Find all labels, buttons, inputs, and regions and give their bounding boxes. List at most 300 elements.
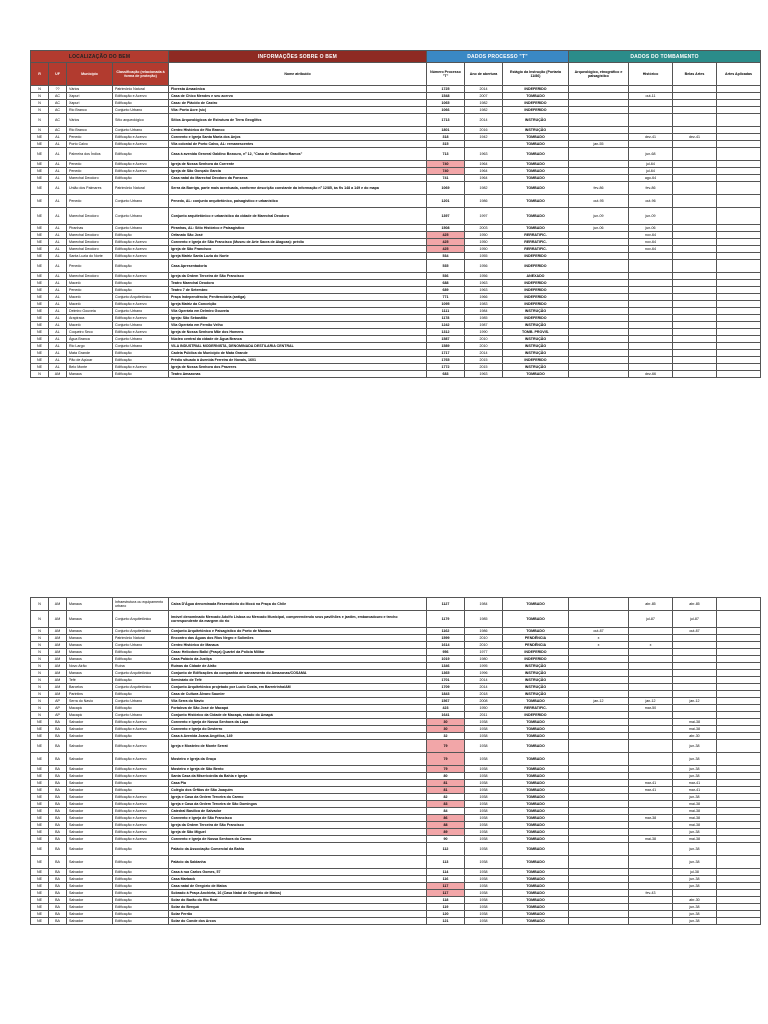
table-row [31,753,761,766]
table-cell: nov-64 [629,246,673,253]
table-cell: jun-06 [629,225,673,232]
column-header: UF [49,63,67,86]
table-cell [569,883,629,890]
table-cell [629,726,673,733]
table-cell: N [31,93,49,100]
table-cell: Arapiraca [67,315,113,322]
table-cell: jun-38 [673,876,717,883]
table-cell: N [31,371,49,378]
table-cell [717,890,761,897]
table-cell: Igreja e Casa da Ordem Terceira do Carmo [169,794,427,801]
table-cell: Salvador [67,801,113,808]
table-cell: TOMBADO [503,225,569,232]
table-cell [673,890,717,897]
table-cell: NE [31,161,49,168]
table-cell: INDEFERIDO [503,280,569,287]
table-cell: 1956 [465,260,503,273]
table-cell: 1996 [465,670,503,677]
table-cell: Edificação e Acervo [113,740,169,753]
table-row [31,773,761,780]
table-cell [569,371,629,378]
table-cell: ?? [49,86,67,93]
table-cell: 116 [427,876,465,883]
column-header: Estágio da Instrução (Portaria 11/86) [503,63,569,86]
table-cell: abr-30 [673,897,717,904]
table-cell: INDEFERIDO [503,357,569,364]
table-cell [569,315,629,322]
table-row [31,315,761,322]
table-row [31,869,761,876]
table-cell [629,876,673,883]
table-row [31,225,761,232]
table-cell: fev-86 [629,182,673,195]
table-cell: AL [49,294,67,301]
table-cell: mar-38 [629,815,673,822]
table-cell: NE [31,175,49,182]
table-cell: N [31,127,49,134]
table-cell: TOMBADO [503,698,569,705]
table-cell: 1964 [465,168,503,175]
table-cell [629,308,673,315]
table-cell: BA [49,753,67,766]
table-cell: Núcleo central da cidade de Água Branca [169,336,427,343]
table-cell [629,301,673,308]
table-cell [569,677,629,684]
table-cell [569,726,629,733]
table-cell: AL [49,141,67,148]
table-cell: AM [49,635,67,642]
table-cell: 1589 [427,343,465,350]
table-cell: Salvador [67,733,113,740]
table-cell: BA [49,773,67,780]
table-row [31,801,761,808]
table-cell: 318 [427,134,465,141]
table-cell: NE [31,780,49,787]
table-cell: AL [49,246,67,253]
table-cell: NE [31,740,49,753]
table-cell: Salvador [67,890,113,897]
table-cell: nov-64 [629,232,673,239]
table-cell: Salvador [67,753,113,766]
table-cell: Edificação e Acervo [113,808,169,815]
table-cell: Edificação e Acervo [113,801,169,808]
table-cell [629,628,673,635]
table-cell: NE [31,843,49,856]
table-cell [569,294,629,301]
table-cell: 86 [427,815,465,822]
table-cell: Edificação [113,649,169,656]
table-cell: BA [49,869,67,876]
table-cell: 1938 [465,890,503,897]
table-cell: TOMBADO [503,208,569,225]
table-cell: BA [49,836,67,843]
table-cell: Porto Calvo [67,141,113,148]
table-cell [629,294,673,301]
table-cell: BA [49,787,67,794]
table-cell: TOMBADO [503,740,569,753]
table-cell [673,208,717,225]
table-row [31,911,761,918]
table-cell [673,246,717,253]
table-cell: 2010 [465,336,503,343]
table-cell: out-87 [569,628,629,635]
table-cell [569,161,629,168]
table-cell [673,195,717,208]
table-cell: N [31,86,49,93]
table-cell: Palácio da Saldanha [169,856,427,869]
table-cell: Conjunto Urbano [113,225,169,232]
table-cell: Conjunto Urbano [113,195,169,208]
table-cell: Edificação [113,787,169,794]
table-cell [629,719,673,726]
table-cell: 2016 [465,127,503,134]
column-header: Número Processo "T" [427,63,465,86]
table-cell: NE [31,897,49,904]
table-cell: 1986 [465,195,503,208]
table-cell: jun-38 [673,766,717,773]
table-cell: TOMBADO [503,808,569,815]
table-cell: AL [49,343,67,350]
table-cell: 1938 [465,843,503,856]
table-cell: 1985 [465,611,503,628]
table-cell: Solar do Conde dos Arcos [169,918,427,925]
table-cell: TOMBADO [503,897,569,904]
table-cell: Salvador [67,883,113,890]
table-cell: 1938 [465,766,503,773]
table-cell: 117 [427,883,465,890]
table-cell [717,93,761,100]
table-cell [569,611,629,628]
table-cell: AP [49,705,67,712]
table-cell: abr-30 [673,733,717,740]
table-cell [717,766,761,773]
table-cell: TOMBADO [503,918,569,925]
table-cell [569,364,629,371]
table-cell [673,635,717,642]
table-cell: 1365 [427,670,465,677]
table-cell: Edificação [113,691,169,698]
table-cell: Conjunto Urbano [113,336,169,343]
table-cell [629,897,673,904]
table-cell: Edificação [113,280,169,287]
table-cell [673,294,717,301]
table-cell: Igreja Matriz Santa Luzia do Norte [169,253,427,260]
table-row [31,794,761,801]
table-cell: INSTRUÇÃO [503,336,569,343]
table-cell: Convento e Igreja de Nossa Senhora da Lapa [169,719,427,726]
table-cell: AM [49,684,67,691]
table-cell: 1938 [465,856,503,869]
table-cell: Edificação e Acervo [113,93,169,100]
column-header: Artes Aplicadas [717,63,761,86]
table-row [31,787,761,794]
table-cell: 2010 [465,343,503,350]
table-cell: Pão de Açúcar [67,357,113,364]
table-cell [569,843,629,856]
table-cell: Salvador [67,787,113,794]
table-cell [629,822,673,829]
table-cell: Edificação [113,350,169,357]
table-cell [717,698,761,705]
table-cell: NE [31,890,49,897]
table-cell: dez-41 [629,134,673,141]
table-cell: INDEFERIDO [503,649,569,656]
table-cell [569,322,629,329]
table-cell: Conjunto Urbano [113,642,169,649]
table-cell: Prédio situado à Avenida Ferreira de Novais, 1601 [169,357,427,364]
table-cell: AM [49,611,67,628]
table-cell [717,635,761,642]
table-cell: Edificação [113,904,169,911]
table-cell: AL [49,287,67,294]
table-cell: 30 [427,726,465,733]
table-cell [629,336,673,343]
table-cell: AL [49,364,67,371]
table-cell: AM [49,598,67,611]
table-cell [717,322,761,329]
table-cell [717,611,761,628]
table-cell [673,371,717,378]
table-cell: jun-68 [629,148,673,161]
table-cell [569,598,629,611]
table-cell [717,287,761,294]
table-cell [717,357,761,364]
table-row [31,890,761,897]
table-row [31,343,761,350]
table-cell: Salvador [67,719,113,726]
table-cell: 2008 [465,698,503,705]
table-cell: TOMBADO [503,195,569,208]
table-cell [717,740,761,753]
table-cell: AL [49,208,67,225]
table-cell: jul-87 [673,611,717,628]
table-cell: Edificação e Acervo [113,239,169,246]
table-cell: Centro Histórico de Manaus [169,642,427,649]
table-cell [569,93,629,100]
table-cell [673,141,717,148]
table-row [31,253,761,260]
table-cell: Catedral Basílica de Salvador [169,808,427,815]
table-cell [569,336,629,343]
table-cell: 1980 [465,656,503,663]
table-cell: 1938 [465,780,503,787]
table-cell [717,780,761,787]
table-cell [717,808,761,815]
table-cell: Patrimônio Natural [113,86,169,93]
table-cell [629,843,673,856]
table-cell: Salvador [67,856,113,869]
table-row [31,86,761,93]
table-cell [673,260,717,273]
table-row [31,740,761,753]
table-cell: TOMBADO [503,801,569,808]
table-cell: 83 [427,801,465,808]
table-row [31,208,761,225]
table-cell [629,829,673,836]
table-row [31,677,761,684]
table-cell: INDEFERIDO [503,287,569,294]
table-cell: Mosteiro e Igreja de São Bento [169,766,427,773]
table-cell: N [31,107,49,114]
table-cell [717,684,761,691]
table-cell: BA [49,780,67,787]
table-cell [629,273,673,280]
table-cell: Sítio arqueológico [113,114,169,127]
table-row [31,897,761,904]
table-cell [717,598,761,611]
table-cell [673,656,717,663]
table-cell: ago-64 [629,175,673,182]
table-cell [569,794,629,801]
table-cell: Encontro das Águas dos Rios Negro e Solimões [169,635,427,642]
table-cell [717,127,761,134]
table-cell: N [31,649,49,656]
table-cell: Igreja: São Sebastião [169,315,427,322]
table-cell [673,86,717,93]
table-cell: 2014 [465,86,503,93]
table-cell: 113 [427,856,465,869]
table-cell: TOMBADO [503,787,569,794]
table-cell: INSTRUÇÃO [503,364,569,371]
table-cell: Edificação [113,287,169,294]
table-cell: Xapuri [67,100,113,107]
table-cell [717,182,761,195]
table-cell: 1701 [427,677,465,684]
table-row [31,712,761,719]
table-cell: Santa Luzia do Norte [67,253,113,260]
table-cell: Conjunto Arquitetônico [113,611,169,628]
table-cell: AM [49,656,67,663]
table-cell: mai-38 [673,726,717,733]
table-cell: abr-85 [673,598,717,611]
header-localizacao: LOCALIZAÇÃO DO BEM [31,51,169,63]
table-cell: 1982 [465,182,503,195]
table-cell: INDEFERIDO [503,86,569,93]
table-cell: Salvador [67,911,113,918]
table-cell: 1938 [465,869,503,876]
table-cell: Penedo, AL: conjunto arquitetônico, paisagístico e urbanístico [169,195,427,208]
table-cell [717,642,761,649]
table-cell [717,208,761,225]
table-cell: Conjunto arquitetônico e urbanístico da cidade de Marechal Deodoro [169,208,427,225]
table-cell: 2014 [465,684,503,691]
table-cell: 956 [427,649,465,656]
table-cell: BA [49,911,67,918]
table-cell [717,114,761,127]
table-cell [717,815,761,822]
table-cell [629,911,673,918]
table-cell: 2018 [465,691,503,698]
table-cell: 1990 [465,329,503,336]
column-header: Arqueológico, etnográfico e paisagístico [569,63,629,86]
table-cell: NE [31,308,49,315]
table-cell: 1963 [465,148,503,161]
table-cell: 1955 [465,253,503,260]
table-cell: BA [49,883,67,890]
table-cell: 1641 [427,712,465,719]
table-cell: jun-09 [569,208,629,225]
table-cell: Edificação e Acervo [113,301,169,308]
table-cell [569,134,629,141]
table-cell: VILA INDUSTRIAL MODERNISTA, DENOMINADA DESTILARIA CENTRAL [169,343,427,350]
table-cell: BA [49,897,67,904]
table-cell: Casa Palácio da Justiça [169,656,427,663]
table-cell [569,329,629,336]
table-cell [673,161,717,168]
table-cell: 1995 [465,663,503,670]
table-row [31,843,761,856]
table-cell: BA [49,740,67,753]
table-cell [717,246,761,253]
table-cell [629,364,673,371]
table-cell: N [31,684,49,691]
table-cell: Vila colonial de Porto Calvo, AL: remanescentes [169,141,427,148]
table-cell: NE [31,260,49,273]
table-cell [569,773,629,780]
table-cell: Edificação e Acervo [113,719,169,726]
table-cell: nov-64 [629,239,673,246]
table-cell [673,239,717,246]
table-cell: 1567 [427,698,465,705]
table-cell: 1985 [465,315,503,322]
table-cell: NE [31,225,49,232]
table-cell [569,911,629,918]
table-cell [673,663,717,670]
table-cell: Igreja e Mosteiro de Monte Serrat [169,740,427,753]
table-cell [673,691,717,698]
table-cell: mai-38 [673,801,717,808]
table-cell [569,301,629,308]
table-cell: N [31,628,49,635]
table-cell: fev-43 [629,890,673,897]
table-cell: Salvador [67,876,113,883]
table-row [31,287,761,294]
table-cell [569,836,629,843]
table-cell [717,86,761,93]
table-cell: 425 [427,232,465,239]
table-cell [717,343,761,350]
table-row [31,114,761,127]
table-cell: 1950 [465,705,503,712]
table-cell: jul-87 [629,611,673,628]
table-row [31,642,761,649]
table-cell [569,890,629,897]
table-cell: 2015 [465,357,503,364]
table-cell [673,127,717,134]
table-row [31,611,761,628]
table-cell [717,239,761,246]
table-cell: 80 [427,773,465,780]
table-cell [717,649,761,656]
table-cell: 740 [427,168,465,175]
table-row [31,161,761,168]
table-cell: jun-38 [673,918,717,925]
table-cell: Caixa D'Água denominada Reservatório do Mocó na Praça do Chile [169,598,427,611]
table-cell: Penedo [67,161,113,168]
header-tombamento: DADOS DO TOMBAMENTO [569,51,761,63]
table-cell: RERRATIFIC. [503,246,569,253]
table-cell: NE [31,182,49,195]
table-row [31,246,761,253]
table-cell: BA [49,808,67,815]
table-cell: 1599 [427,635,465,642]
table-cell: 1938 [465,829,503,836]
table-cell: Edificação [113,856,169,869]
table-cell: Edificação [113,371,169,378]
table-cell: 1938 [465,822,503,829]
table-cell: TOMBADO [503,829,569,836]
table-cell: Macapá [67,712,113,719]
